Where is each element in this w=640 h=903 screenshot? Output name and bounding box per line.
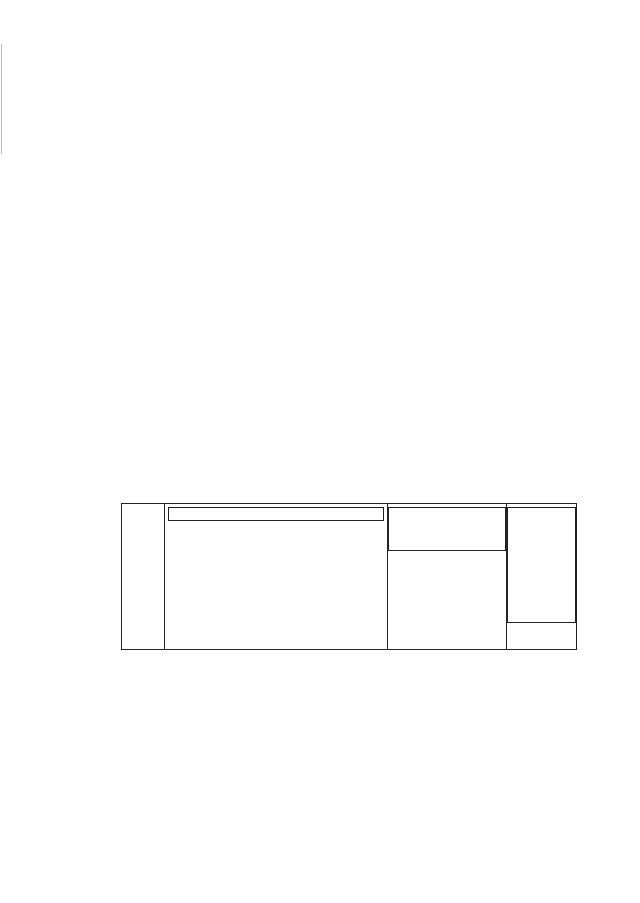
- report-name-cell: [165, 504, 388, 650]
- row-number-cell: [122, 504, 165, 650]
- report-name-text: [168, 507, 384, 521]
- deadline-text: [507, 507, 576, 623]
- organization-cell: [388, 504, 507, 650]
- organization-text: [388, 507, 506, 551]
- margin-line: [1, 44, 2, 154]
- inserted-table-row: [121, 503, 577, 650]
- deadline-cell: [507, 504, 577, 650]
